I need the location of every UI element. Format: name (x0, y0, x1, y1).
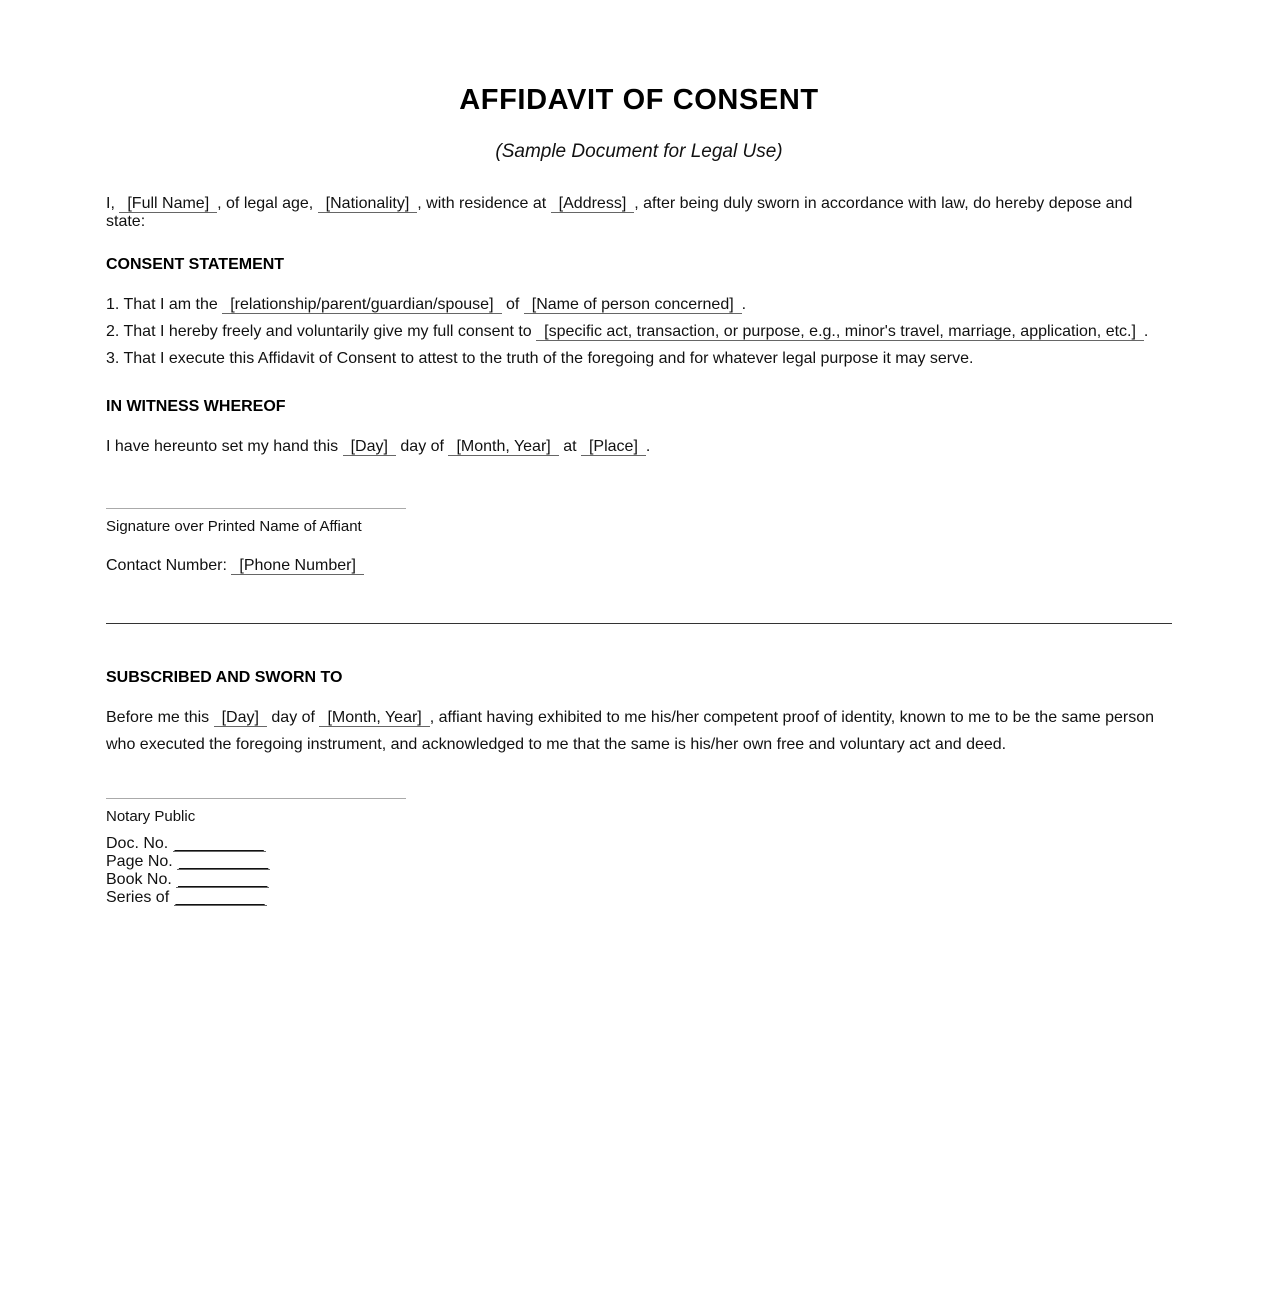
notary-public-label: Notary Public (106, 808, 196, 825)
phone-number-field[interactable]: [Phone Number] (231, 557, 364, 575)
jurat-line-1 (106, 708, 1154, 728)
document-subtitle: (Sample Document for Legal Use) (495, 141, 783, 162)
witness-text: at (563, 438, 577, 455)
jurat-month-year-field[interactable]: [Month, Year] (319, 709, 429, 727)
witness-month-year-field[interactable]: [Month, Year] (448, 438, 558, 456)
item-text: 1. That I am the (106, 296, 218, 313)
notary-field-label: Doc. No. (106, 835, 169, 852)
affiant-signature-line (106, 508, 406, 509)
book-no-field[interactable]: __________ (178, 871, 268, 888)
notary-field-label: Page No. (106, 853, 173, 870)
contact-line (106, 556, 364, 576)
jurat-text: day of (271, 709, 315, 726)
notary-book-no (106, 871, 269, 889)
item-text: 2. That I hereby freely and voluntarily give my full consent to (106, 323, 532, 340)
intro-text: , of legal age, (217, 195, 314, 212)
consent-item-2 (106, 322, 1148, 342)
contact-label: Contact Number: (106, 557, 227, 574)
notary-field-label: Book No. (106, 871, 172, 888)
intro-paragraph (106, 195, 1172, 231)
relationship-field[interactable]: [relationship/parent/guardian/spouse] (222, 296, 501, 314)
jurat-line-2: who executed the foregoing instrument, and acknowledged to me that the same is his/her own free and voluntary act and deed. (106, 736, 1007, 753)
jurat-text: , affiant having exhibited to me his/her competent proof of identity, known to me to be the same person (429, 709, 1155, 726)
item-text: . (741, 296, 747, 313)
address-field[interactable]: [Address] (551, 195, 635, 213)
consent-purpose-field[interactable]: [specific act, transaction, or purpose, e.g., minor's travel, marriage, application, etc.] (536, 323, 1144, 341)
person-concerned-field[interactable]: [Name of person concerned] (524, 296, 742, 314)
notary-field-label: Series of (106, 889, 170, 906)
witness-text: I have hereunto set my hand this (106, 438, 339, 455)
affiant-signature-label: Signature over Printed Name of Affiant (106, 518, 362, 535)
section-divider (106, 623, 1172, 624)
doc-no-field[interactable]: __________ (174, 835, 264, 852)
item-text: . (1143, 323, 1149, 340)
consent-item-1 (106, 295, 746, 315)
witness-line (106, 437, 650, 457)
notary-doc-no (106, 835, 266, 853)
notary-page-no (106, 853, 270, 871)
jurat-day-field[interactable]: [Day] (214, 709, 267, 727)
consent-statement-heading: CONSENT STATEMENT (106, 256, 285, 273)
series-of-field[interactable]: __________ (175, 889, 265, 906)
jurat-text: Before me this (106, 709, 210, 726)
witness-day-field[interactable]: [Day] (343, 438, 396, 456)
consent-item-3: 3. That I execute this Affidavit of Consent to attest to the truth of the foregoing and for whatever legal purpose it may serve. (106, 350, 974, 367)
intro-text: , with residence at (417, 195, 547, 212)
item-text: of (505, 296, 520, 313)
witness-place-field[interactable]: [Place] (581, 438, 646, 456)
document-title: AFFIDAVIT OF CONSENT (459, 84, 819, 116)
notary-signature-line (106, 798, 406, 799)
notary-series-of (106, 889, 267, 907)
intro-text: I, (106, 195, 115, 212)
witness-text: . (645, 438, 651, 455)
jurat-heading: SUBSCRIBED AND SWORN TO (106, 669, 343, 686)
page-no-field[interactable]: __________ (179, 853, 269, 870)
nationality-field[interactable]: [Nationality] (318, 195, 418, 213)
full-name-field[interactable]: [Full Name] (119, 195, 217, 213)
witness-text: day of (400, 438, 444, 455)
witness-heading: IN WITNESS WHEREOF (106, 398, 286, 415)
intro-text: , after being duly sworn in accordance with law, do hereby depose and state: (106, 195, 1133, 230)
